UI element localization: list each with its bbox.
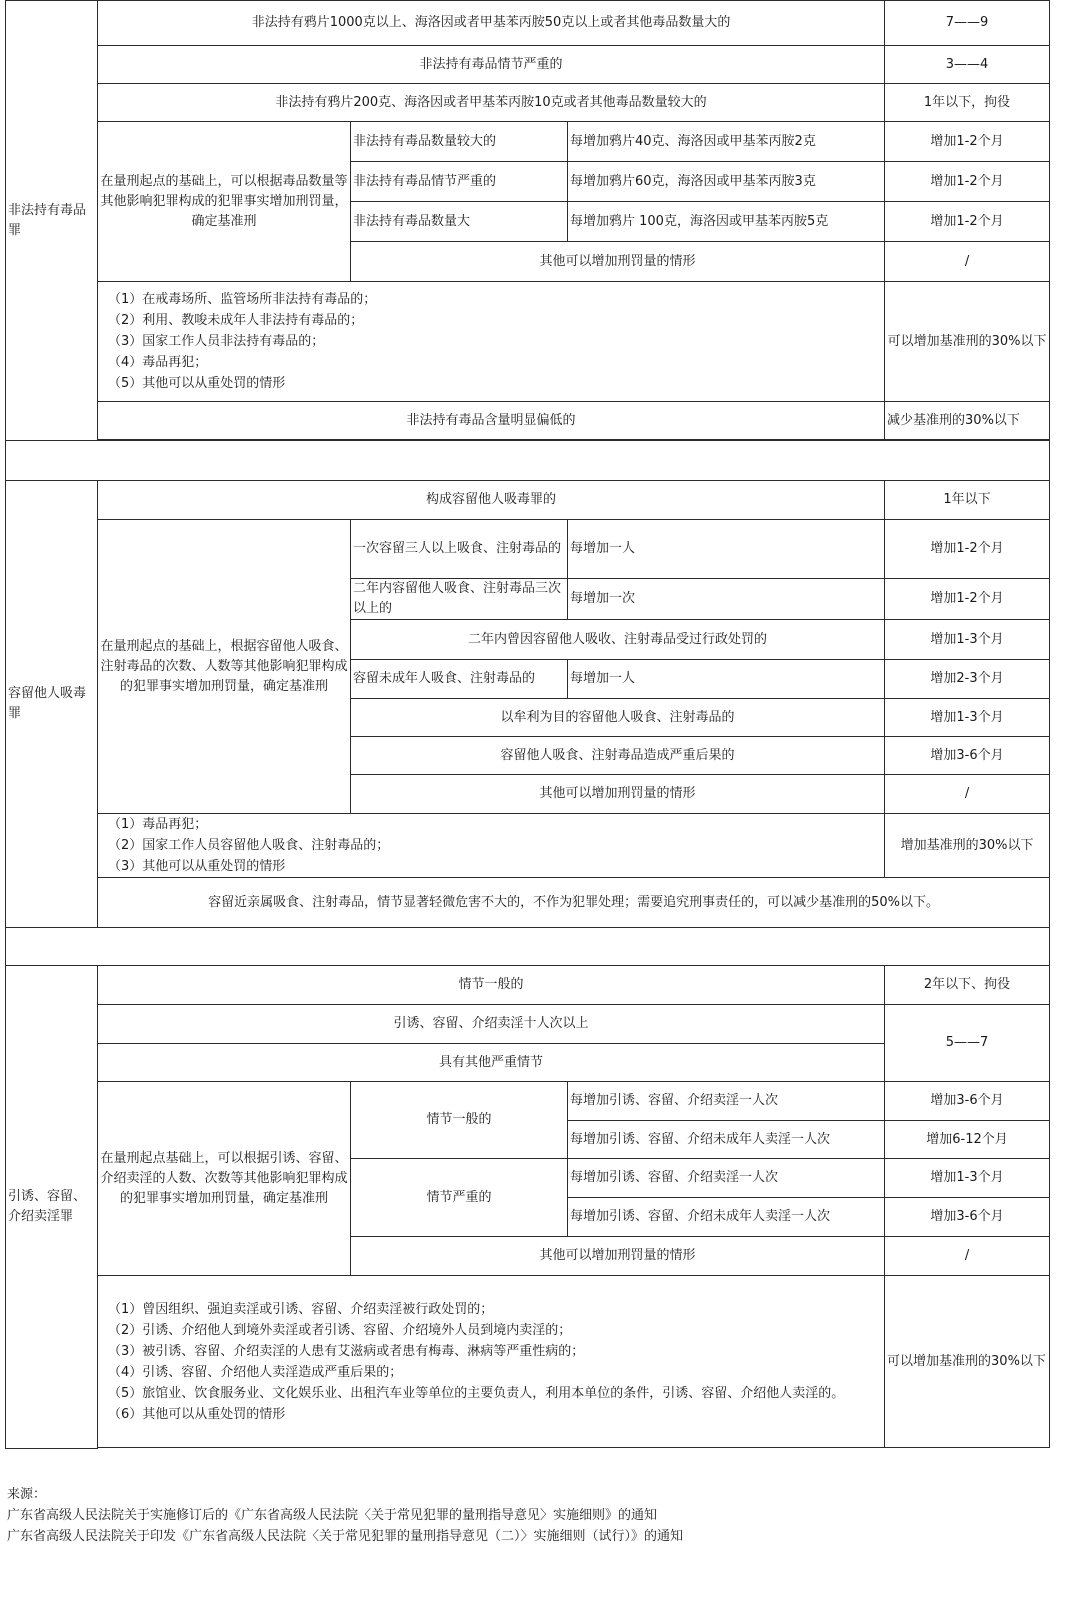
aggravating-item: （6）其他可以从重处罚的情形 (108, 1406, 286, 1422)
aggravating-list (98, 1276, 885, 1448)
increment-value: 增加6-12个月 (885, 1121, 1050, 1159)
increment-condition: 情节严重的 (351, 1159, 568, 1237)
aggravating-item: （4）毒品再犯； (108, 355, 208, 370)
increment-unit: 每增加引诱、容留、介绍未成年人卖淫一人次 (568, 1198, 885, 1237)
start-point-value: 1年以下，拘役 (885, 84, 1050, 122)
start-point-value: 2年以下、拘役 (885, 966, 1050, 1005)
increment-value: 增加1-2个月 (885, 122, 1050, 162)
section-spacer (6, 928, 1050, 966)
crime-name: 引诱、容留、介绍卖淫罪 (6, 966, 98, 1449)
start-point-desc: 构成容留他人吸毒罪的 (98, 481, 885, 520)
source-line: 广东省高级人民法院关于印发《广东省高级人民法院〈关于常见犯罪的量刑指导意见（二）〉实施细则（试行）》的通知 (7, 1529, 684, 1544)
increment-value: 增加3-6个月 (885, 1082, 1050, 1121)
start-point-desc: 情节一般的 (98, 966, 885, 1005)
other-increment-value: / (885, 242, 1050, 282)
start-point-desc: 非法持有鸦片200克、海洛因或者甲基苯丙胺10克或者其他毒品数量较大的 (98, 84, 885, 122)
source-line: 广东省高级人民法院关于实施修订后的《广东省高级人民法院〈关于常见犯罪的量刑指导意见〉实施细则》的通知 (7, 1508, 658, 1523)
aggravating-value: 可以增加基准刑的30%以下 (885, 1276, 1050, 1448)
increment-unit: 每增加一人 (568, 660, 885, 699)
increment-value: 增加3-6个月 (885, 737, 1050, 775)
aggravating-item: （1）曾因组织、强迫卖淫或引诱、容留、介绍卖淫被行政处罚的； (108, 1301, 494, 1317)
other-increment-label: 其他可以增加刑罚量的情形 (351, 775, 885, 814)
sentencing-table (5, 0, 1050, 1449)
increment-condition: 情节一般的 (351, 1082, 568, 1159)
aggravating-item: （2）国家工作人员容留他人吸食、注射毒品的； (108, 838, 390, 853)
increment-condition: 容留他人吸食、注射毒品造成严重后果的 (351, 737, 885, 775)
mitigating-value: 减少基准刑的30%以下 (885, 402, 1050, 440)
increment-value: 增加1-3个月 (885, 699, 1050, 737)
source-label: 来源： (7, 1487, 47, 1502)
increment-value: 增加1-3个月 (885, 1159, 1050, 1198)
other-increment-value: / (885, 775, 1050, 814)
start-point-value: 5——7 (885, 1005, 1050, 1082)
start-point-desc: 非法持有毒品情节严重的 (98, 46, 885, 84)
aggravating-item: （1）在戒毒场所、监管场所非法持有毒品的； (108, 292, 377, 307)
aggravating-list (98, 814, 885, 878)
aggravating-item: （1）毒品再犯； (108, 817, 208, 832)
increment-condition: 二年内容留他人吸食、注射毒品三次以上的 (351, 579, 568, 620)
aggravating-value: 可以增加基准刑的30%以下 (885, 282, 1050, 402)
increment-unit: 每增加引诱、容留、介绍卖淫一人次 (568, 1159, 885, 1198)
aggravating-item: （5）旅馆业、饮食服务业、文化娱乐业、出租汽车业等单位的主要负责人，利用本单位的条件，引诱、容留、介绍他人卖淫的。 (108, 1385, 845, 1401)
aggravating-value: 增加基准刑的30%以下 (885, 814, 1050, 878)
increment-value: 增加1-2个月 (885, 202, 1050, 242)
source-section (7, 1484, 683, 1547)
aggravating-item: （2）引诱、介绍他人到境外卖淫或者引诱、容留、介绍境外人员到境内卖淫的； (108, 1322, 572, 1338)
aggravating-item: （3）国家工作人员非法持有毒品的； (108, 334, 325, 349)
aggravating-item: （2）利用、教唆未成年人非法持有毒品的； (108, 313, 364, 328)
increment-condition: 非法持有毒品情节严重的 (351, 162, 568, 202)
start-point-desc: 具有其他严重情节 (98, 1044, 885, 1082)
aggravating-item: （3）被引诱、容留、介绍卖淫的人患有艾滋病或者患有梅毒、淋病等严重性病的； (108, 1343, 585, 1359)
crime-name: 容留他人吸毒罪 (6, 481, 98, 928)
increment-value: 增加2-3个月 (885, 660, 1050, 699)
aggravating-item: （4）引诱、容留、介绍他人卖淫造成严重后果的； (108, 1364, 403, 1380)
aggravating-item: （3）其他可以从重处罚的情形 (108, 859, 286, 874)
base-sentence-rule: 在量刑起点基础上，可以根据引诱、容留、介绍卖淫的人数、次数等其他影响犯罪构成的犯罪事实增加刑罚量，确定基准刑 (98, 1082, 351, 1276)
mitigating-label: 非法持有毒品含量明显偏低的 (98, 402, 885, 440)
increment-condition: 二年内曾因容留他人吸收、注射毒品受过行政处罚的 (351, 620, 885, 660)
other-increment-value: / (885, 1237, 1050, 1276)
crime-name: 非法持有毒品罪 (6, 1, 98, 441)
increment-condition: 非法持有毒品数量大 (351, 202, 568, 242)
increment-value: 增加3-6个月 (885, 1198, 1050, 1237)
start-point-value: 7——9 (885, 1, 1050, 46)
increment-value: 增加1-3个月 (885, 620, 1050, 660)
increment-condition: 容留未成年人吸食、注射毒品的 (351, 660, 568, 699)
section-spacer (6, 441, 1050, 481)
increment-condition: 以牟利为目的容留他人吸食、注射毒品的 (351, 699, 885, 737)
increment-unit: 每增加鸦片 100克，海洛因或甲基苯丙胺5克 (568, 202, 885, 242)
special-note: 容留近亲属吸食、注射毒品，情节显著轻微危害不大的，不作为犯罪处理；需要追究刑事责任的，可以减少基准刑的50%以下。 (98, 878, 1050, 928)
increment-unit: 每增加鸦片60克，海洛因或甲基苯丙胺3克 (568, 162, 885, 202)
increment-unit: 每增加一次 (568, 579, 885, 620)
base-sentence-rule: 在量刑起点的基础上，根据容留他人吸食、注射毒品的次数、人数等其他影响犯罪构成的犯罪事实增加刑罚量，确定基准刑 (98, 520, 351, 814)
increment-unit: 每增加鸦片40克、海洛因或甲基苯丙胺2克 (568, 122, 885, 162)
other-increment-label: 其他可以增加刑罚量的情形 (351, 1237, 885, 1276)
increment-condition: 一次容留三人以上吸食、注射毒品的 (351, 520, 568, 579)
increment-value: 增加1-2个月 (885, 520, 1050, 579)
start-point-desc: 非法持有鸦片1000克以上、海洛因或者甲基苯丙胺50克以上或者其他毒品数量大的 (98, 1, 885, 46)
increment-unit: 每增加一人 (568, 520, 885, 579)
start-point-value: 3——4 (885, 46, 1050, 84)
increment-unit: 每增加引诱、容留、介绍未成年人卖淫一人次 (568, 1121, 885, 1159)
start-point-desc: 引诱、容留、介绍卖淫十人次以上 (98, 1005, 885, 1044)
other-increment-label: 其他可以增加刑罚量的情形 (351, 242, 885, 282)
aggravating-list (98, 282, 885, 402)
aggravating-item: （5）其他可以从重处罚的情形 (108, 376, 286, 391)
increment-value: 增加1-2个月 (885, 579, 1050, 620)
base-sentence-rule: 在量刑起点的基础上，可以根据毒品数量等其他影响犯罪构成的犯罪事实增加刑罚量，确定基准刑 (98, 122, 351, 282)
increment-value: 增加1-2个月 (885, 162, 1050, 202)
increment-unit: 每增加引诱、容留、介绍卖淫一人次 (568, 1082, 885, 1121)
start-point-value: 1年以下 (885, 481, 1050, 520)
increment-condition: 非法持有毒品数量较大的 (351, 122, 568, 162)
